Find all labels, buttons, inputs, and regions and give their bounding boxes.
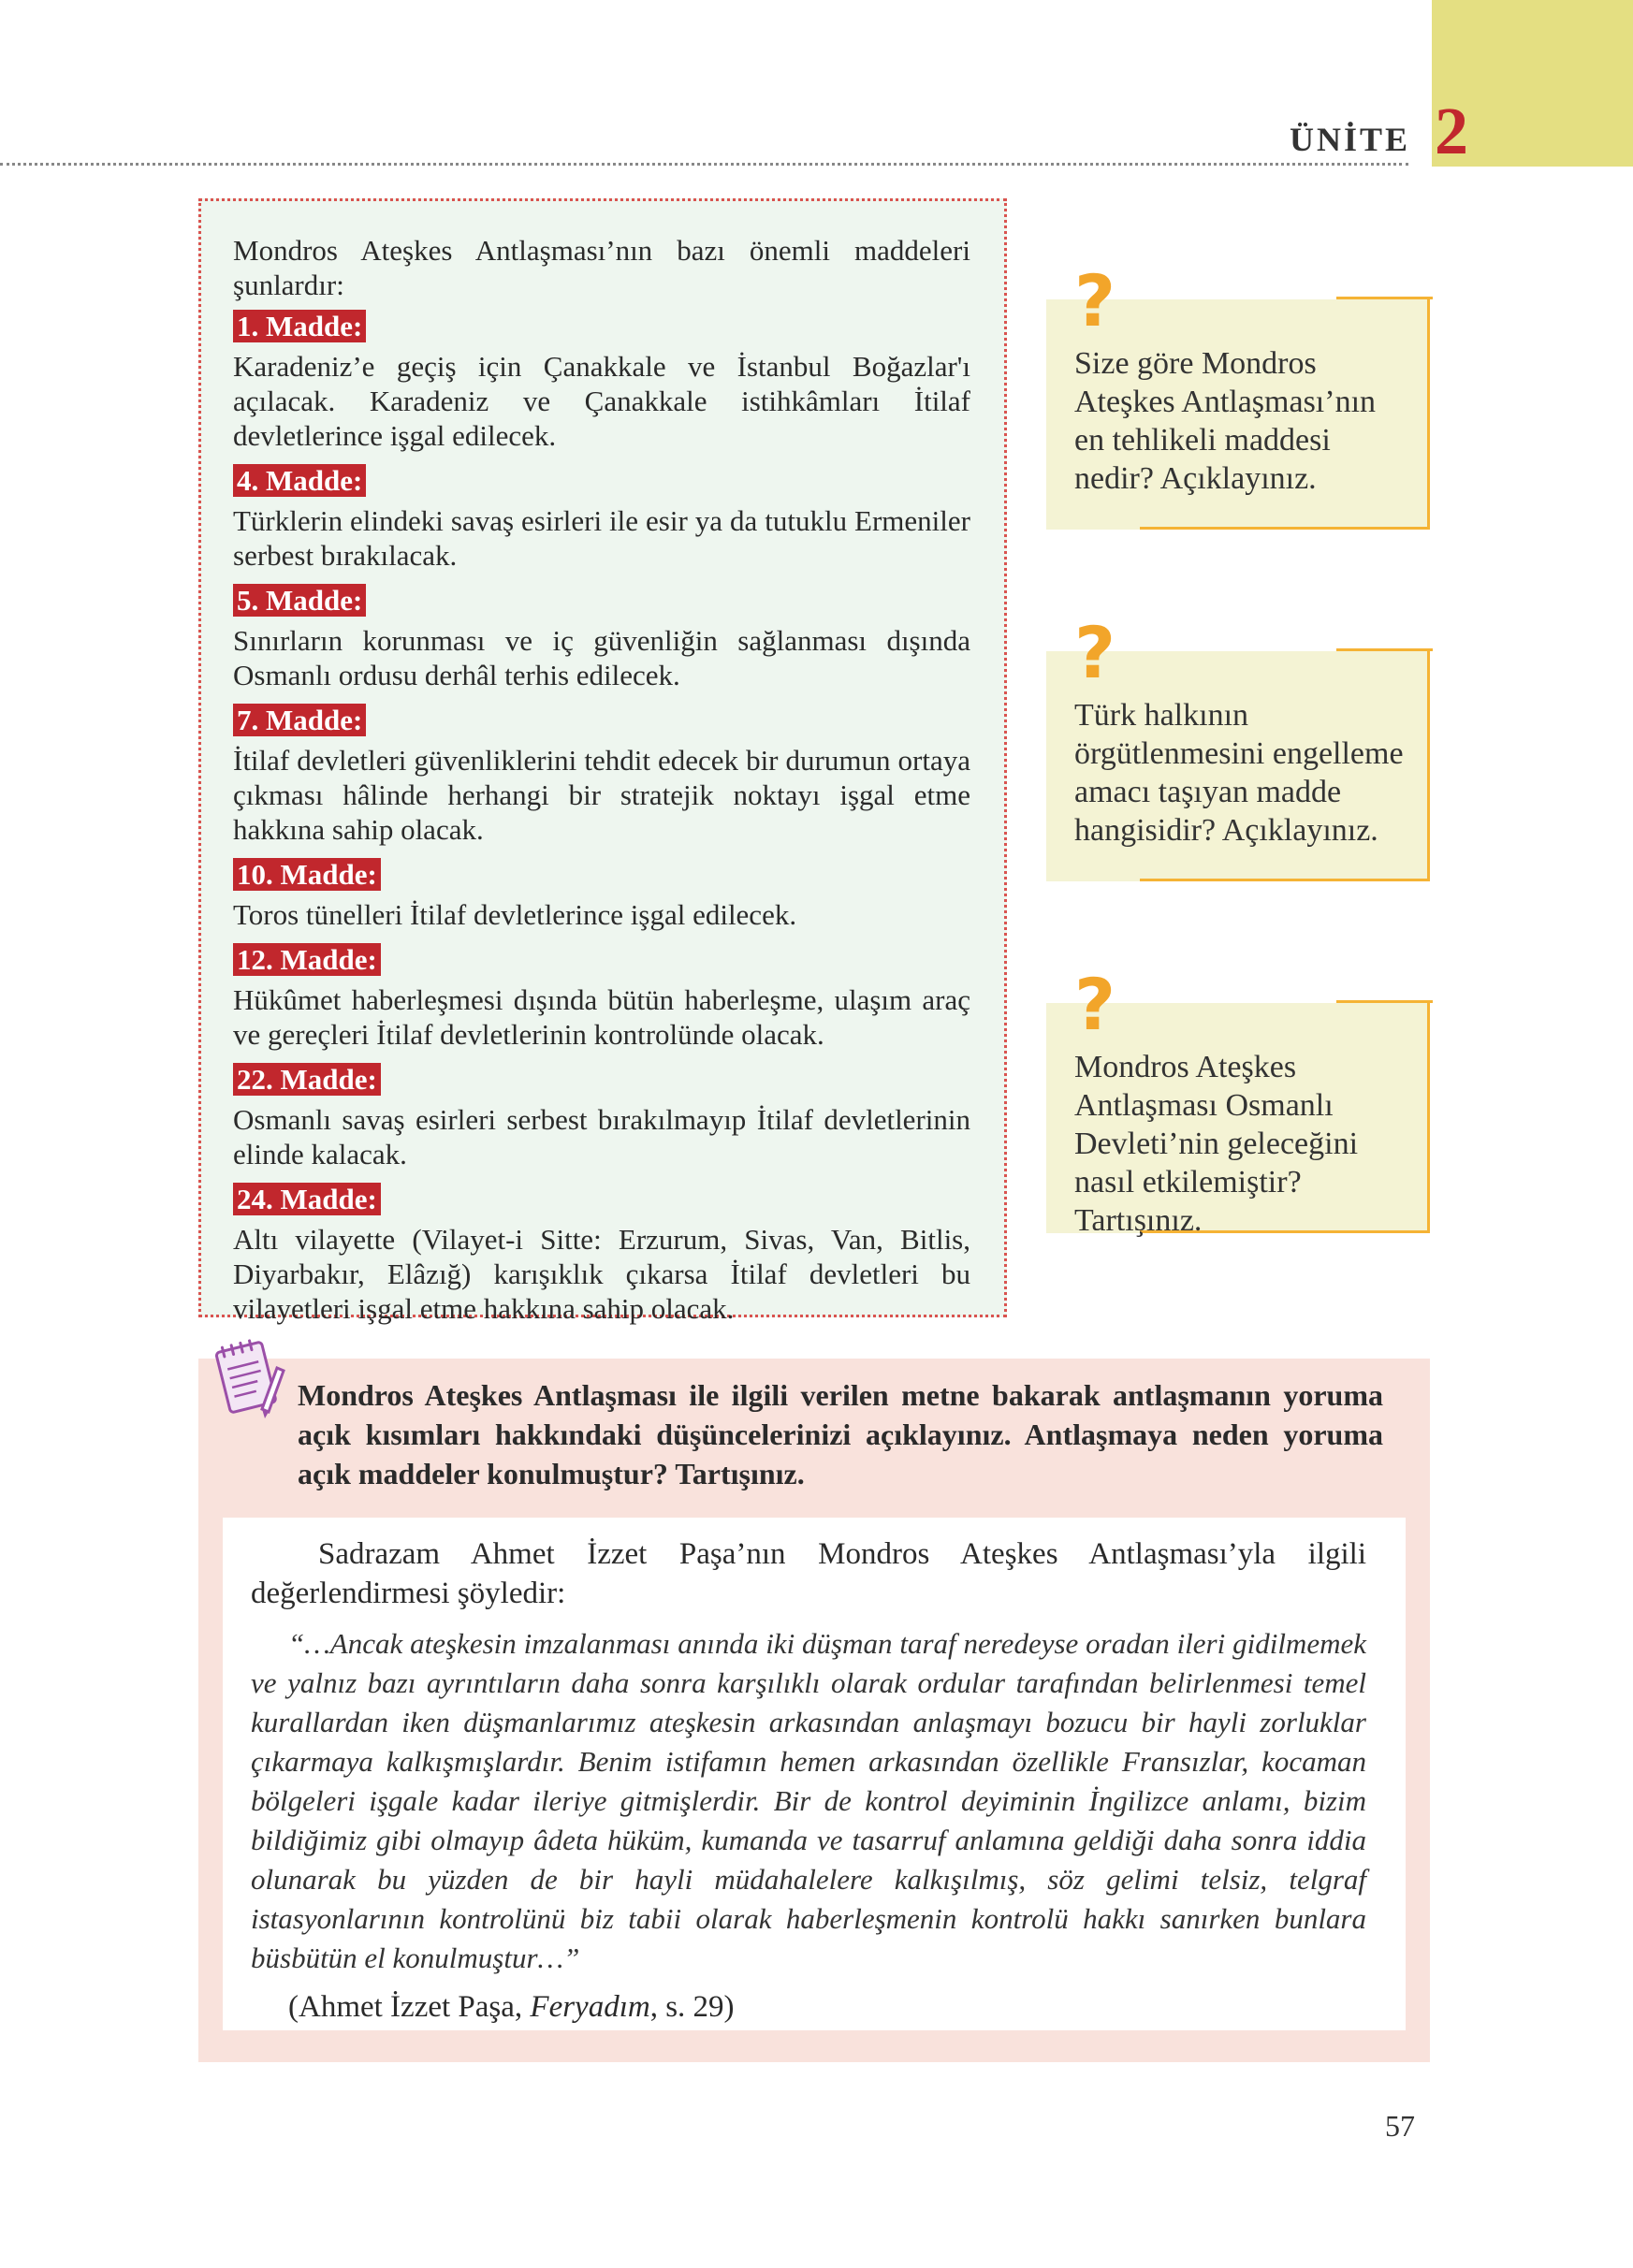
question-mark-icon: ?	[1074, 259, 1116, 342]
article-text: İtilaf devletleri güvenliklerini tehdit edecek bir durumun ortaya çıkması hâlinde herhangi bir stratejik noktayı işgal etme hakkına sahip olacak.	[233, 744, 970, 846]
quote-intro: Sadrazam Ahmet İzzet Paşa’nın Mondros Ateşkes Antlaşması’yla ilgili değerlendirmesi şöyledir:	[251, 1537, 1366, 1610]
treaty-articles-box	[198, 198, 1007, 1325]
question-text: Türk halkının örgütlenmesini engelleme amacı taşıyan madde hangisidir? Açıklayınız.	[1074, 698, 1404, 848]
article-text: Altı vilayette (Vilayet-i Sitte: Erzurum, Sivas, Van, Bitlis, Diyarbakır, Elâzığ) karışıklık çıkarsa İtilaf devletleri bu vilayetleri işgal etme hakkına sahip olacak.	[233, 1223, 970, 1325]
article-label: 4. Madde:	[233, 464, 366, 497]
quote-body: “…Ancak ateşkesin imzalanması anında iki düşman taraf neredeyse oradan ileri gidilmemek ve yalnız bazı ayrıntıların daha sonra karşılıklı olarak ordular tarafından belirlenmesi temel kurallardan iken düşmanlarımız ateşkesin arkasından anlaşmayı bozucu bir hayli zorluklar çıkarmaya kalkışmışlardır. Benim istifamın hemen arkasından özellikle Fransızlar, kocaman bölgeleri işgale kadar ileriye gitmişlerdir. Bir de kontrol deyiminin İngilizce anlamı, bizim bildiğimiz gibi olmayıp âdeta hüküm, kumanda ve tasarruf anlamına geldiği daha sonra iddia olunarak bu yüzden de bir hayli müdahalelere kalkışılmış, söz gelimi telsiz, telgraf istasyonlarının kontrolünü biz tabii olarak haberleşmenin kontrolü hakkı sanırken bunlara büsbütün el konulmuştur…”	[251, 1627, 1366, 1974]
question-text: Size göre Mondros Ateşkes Antlaşması’nın en tehlikeli maddesi nedir? Açıklayınız.	[1074, 346, 1377, 496]
article-text: Toros tünelleri İtilaf devletlerince işgal edilecek.	[233, 898, 797, 931]
book-title: Feryadım	[530, 1990, 650, 2024]
article-item	[233, 1179, 970, 1326]
article-label: 10. Madde:	[233, 858, 381, 891]
quote-box	[223, 1518, 1406, 2030]
article-text: Hükûmet haberleşmesi dışında bütün haberleşme, ulaşım araç ve gereçleri İtilaf devletlerinin kontrolünde olacak.	[233, 983, 970, 1051]
activity-section	[198, 1359, 1430, 2062]
question-box-1	[1046, 259, 1430, 530]
article-text: Sınırların korunması ve iç güvenliğin sağlanması dışında Osmanlı ordusu derhâl terhis edilecek.	[233, 624, 970, 691]
question-mark-icon: ?	[1074, 611, 1116, 694]
article-item	[233, 700, 970, 847]
notepad-pencil-icon	[213, 1332, 286, 1422]
article-item	[233, 580, 970, 692]
article-item	[233, 854, 970, 932]
article-text: Türklerin elindeki savaş esirleri ile esir ya da tutuklu Ermeniler serbest bırakılacak.	[233, 504, 970, 572]
question-text: Mondros Ateşkes Antlaşması Osmanlı Devleti’nin geleceğini nasıl etkilemiştir? Tartışınız.	[1074, 1050, 1359, 1238]
page-number: 57	[1385, 2109, 1415, 2143]
article-label: 22. Madde:	[233, 1063, 381, 1096]
article-label: 12. Madde:	[233, 943, 381, 976]
article-text: Karadeniz’e geçiş için Çanakkale ve İstanbul Boğazlar'ı açılacak. Karadeniz ve Çanakkale istihkâmları İtilaf devletlerince işgal edilecek.	[233, 350, 970, 452]
header-divider	[0, 163, 1408, 166]
unit-number: 2	[1435, 94, 1468, 168]
activity-prompt: Mondros Ateşkes Antlaşması ile ilgili verilen metne bakarak antlaşmanın yoruma açık kısımları hakkındaki düşüncelerinizi açıklayınız. Antlaşmaya neden yoruma açık maddeler konulmuştur? Tartışınız.	[298, 1378, 1383, 1490]
article-label: 7. Madde:	[233, 704, 366, 736]
question-box-3	[1046, 963, 1430, 1238]
article-item	[233, 1059, 970, 1171]
article-text: Osmanlı savaş esirleri serbest bırakılmayıp İtilaf devletlerinin elinde kalacak.	[233, 1103, 970, 1170]
articles-intro: Mondros Ateşkes Antlaşması’nın bazı önemli maddeleri şunlardır:	[233, 234, 970, 301]
article-label: 5. Madde:	[233, 584, 366, 617]
article-label: 1. Madde:	[233, 310, 366, 342]
article-item	[233, 306, 970, 453]
question-box-2	[1046, 611, 1430, 881]
article-item	[233, 939, 970, 1052]
article-label: 24. Madde:	[233, 1183, 381, 1215]
question-mark-icon: ?	[1074, 963, 1116, 1046]
quote-source: (Ahmet İzzet Paşa, Feryadım, s. 29)	[288, 1990, 735, 2024]
article-item	[233, 460, 970, 573]
unit-label: ÜNİTE	[1290, 121, 1411, 158]
